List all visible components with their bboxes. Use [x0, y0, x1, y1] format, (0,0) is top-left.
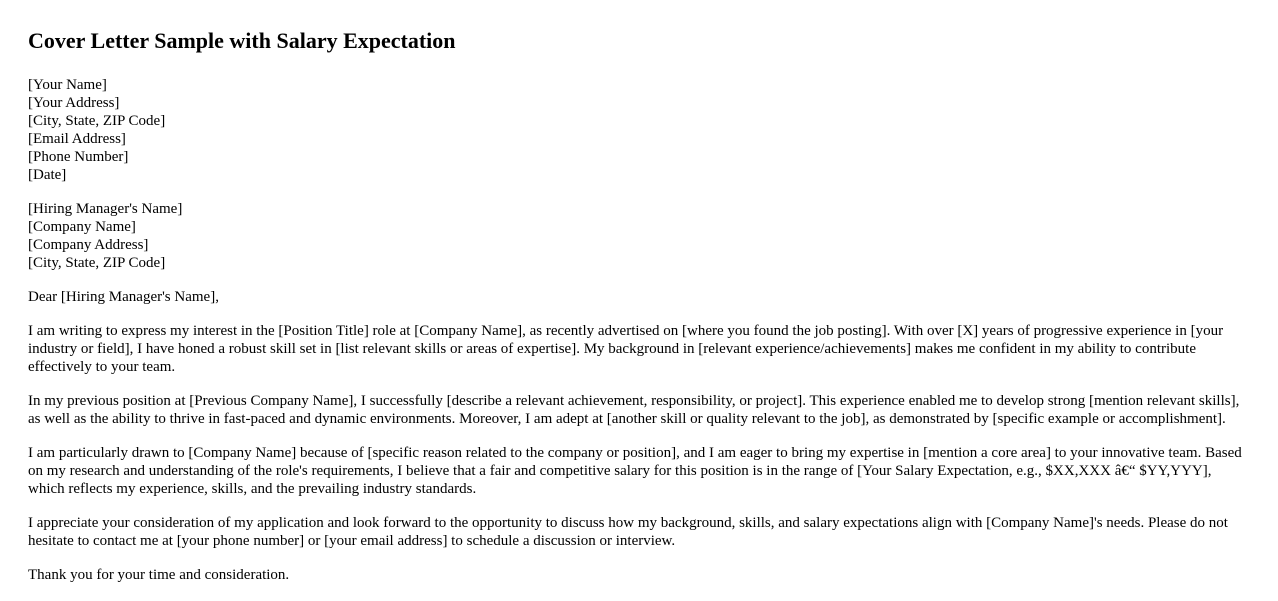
body-paragraph-1: I am writing to express my interest in the [Position Title] role at [Company Name], as recently advertised on [where you found the job posting]. With over [X] years of progressive experience in [your industry or field], I have honed a robust skill set in [list relevant skills or areas of expertise]. My background in [relevant experience/achievements] makes me confident in my ability to contribute effectively to your team.: [28, 323, 1224, 375]
letter-date: [Date]: [28, 167, 67, 183]
sender-phone: [Phone Number]: [28, 149, 129, 165]
closing-line: Thank you for your time and consideration.: [28, 567, 290, 583]
sender-name: [Your Name]: [28, 77, 107, 93]
recipient-company-address: [Company Address]: [28, 237, 149, 253]
sender-city-state-zip: [City, State, ZIP Code]: [28, 113, 166, 129]
recipient-name: [Hiring Manager's Name]: [28, 201, 183, 217]
body-paragraph-4: I appreciate your consideration of my application and look forward to the opportunity to discuss how my background, skills, and salary expectations align with [Company Name]'s needs. Please do not hesitate to contact me at [your phone number] or [your email address] to schedule a discussion or interview.: [28, 515, 1228, 549]
body-paragraph-3: I am particularly drawn to [Company Name] because of [specific reason related to the company or position], and I am eager to bring my expertise in [mention a core area] to your innovative team. Based on my research and understanding of the role's requirements, I believe that a fair and competitive salary for this position is in the range of [Your Salary Expectation, e.g., $XX,XXX â€“ $YY,YYY], which reflects my experience, skills, and the prevailing industry standards.: [28, 445, 1242, 497]
greeting: Dear [Hiring Manager's Name],: [28, 289, 219, 305]
sender-address-block: [28, 76, 1250, 184]
document-page: [28, 0, 1250, 584]
recipient-address-block: [28, 200, 1250, 272]
body-paragraph-2: In my previous position at [Previous Company Name], I successfully [describe a relevant achievement, responsibility, or project]. This experience enabled me to develop strong [mention relevant skills], as well as the ability to thrive in fast-paced and dynamic environments. Moreover, I am adept at [another skill or quality relevant to the job], as demonstrated by [specific example or accomplishment].: [28, 393, 1240, 427]
sender-email: [Email Address]: [28, 131, 126, 147]
recipient-company: [Company Name]: [28, 219, 136, 235]
recipient-city-state-zip: [City, State, ZIP Code]: [28, 255, 166, 271]
sender-address: [Your Address]: [28, 95, 120, 111]
page-title: Cover Letter Sample with Salary Expectation: [28, 28, 456, 53]
